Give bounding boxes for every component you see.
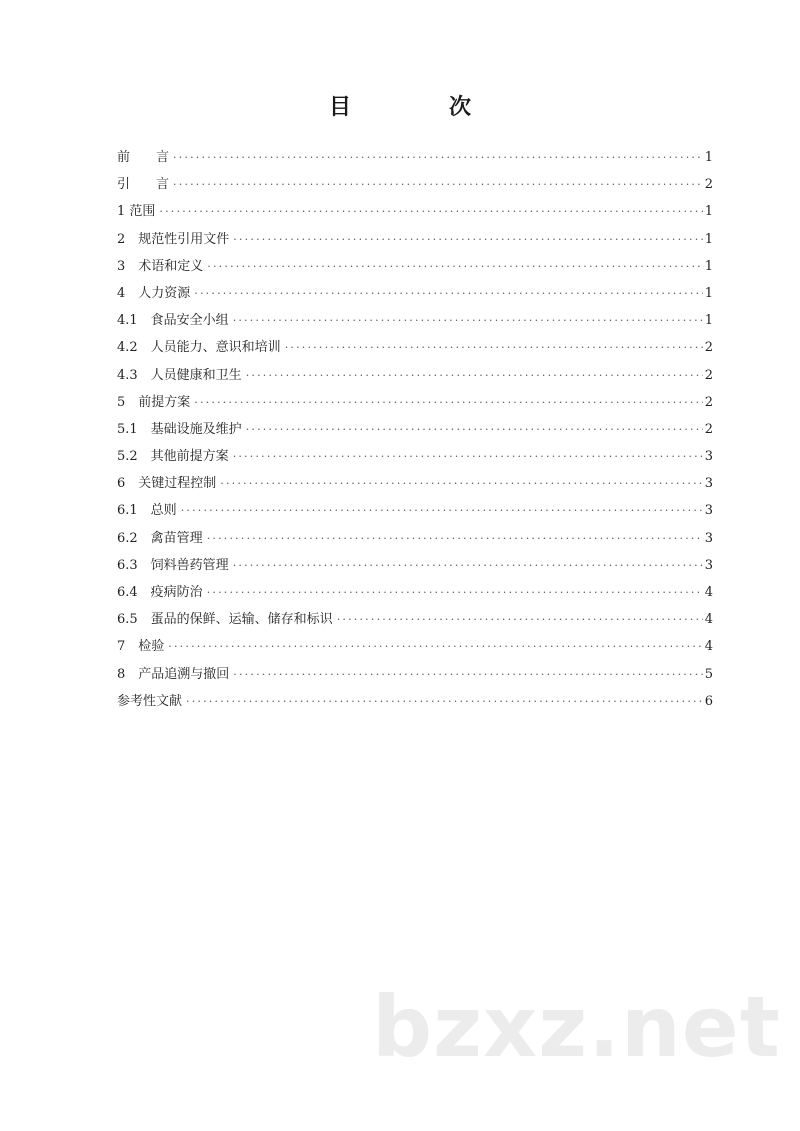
- table-of-contents: [117, 144, 713, 715]
- toc-entry[interactable]: [117, 497, 713, 524]
- toc-entry[interactable]: [117, 362, 713, 389]
- toc-entry-page-number: 1: [704, 258, 713, 274]
- toc-leader-dots: [159, 198, 702, 225]
- toc-leader-dots: [233, 226, 702, 253]
- toc-entry[interactable]: [117, 334, 713, 361]
- toc-leader-dots: [168, 633, 702, 660]
- toc-entry[interactable]: [117, 470, 713, 497]
- toc-entry-page-number: 3: [704, 557, 713, 573]
- page-title: 目 次: [328, 95, 509, 120]
- toc-leader-dots: [194, 389, 702, 416]
- toc-entry[interactable]: [117, 198, 713, 225]
- toc-entry-label: 5.1 基础设施及维护: [117, 421, 242, 437]
- toc-entry-label: 6.5 蛋品的保鲜、运输、储存和标识: [117, 612, 333, 628]
- toc-entry-label: 5.2 其他前提方案: [117, 449, 229, 465]
- toc-leader-dots: [181, 497, 703, 524]
- toc-leader-dots: [186, 688, 703, 715]
- toc-entry[interactable]: [117, 389, 713, 416]
- toc-entry-page-number: 6: [704, 693, 713, 709]
- toc-entry-page-number: 3: [704, 530, 713, 546]
- toc-entry[interactable]: [117, 416, 713, 443]
- toc-entry-label: 4.3 人员健康和卫生: [117, 367, 242, 383]
- toc-entry-label: 5 前提方案: [117, 394, 191, 410]
- toc-entry-label: 4 人力资源: [117, 285, 191, 301]
- toc-entry[interactable]: [117, 633, 713, 660]
- toc-entry[interactable]: [117, 579, 713, 606]
- toc-entry[interactable]: [117, 606, 713, 633]
- toc-entry-label: 7 检验: [117, 639, 165, 655]
- toc-leader-dots: [207, 579, 703, 606]
- toc-entry-page-number: 2: [704, 340, 713, 356]
- toc-entry[interactable]: [117, 688, 713, 715]
- toc-leader-dots: [246, 362, 703, 389]
- toc-entry-page-number: 3: [704, 476, 713, 492]
- toc-entry-page-number: 1: [704, 204, 713, 220]
- toc-entry-page-number: 1: [704, 231, 713, 247]
- toc-entry[interactable]: [117, 443, 713, 470]
- toc-leader-dots: [194, 280, 702, 307]
- toc-leader-dots: [233, 661, 702, 688]
- toc-entry-label: 6.3 饲料兽药管理: [117, 557, 229, 573]
- toc-entry-page-number: 2: [704, 367, 713, 383]
- toc-entry[interactable]: [117, 226, 713, 253]
- toc-leader-dots: [207, 253, 702, 280]
- toc-entry[interactable]: [117, 525, 713, 552]
- toc-entry-label: 4.2 人员能力、意识和培训: [117, 340, 281, 356]
- toc-entry-label: 3 术语和定义: [117, 258, 204, 274]
- toc-entry-page-number: 4: [704, 612, 713, 628]
- toc-leader-dots: [173, 171, 703, 198]
- toc-leader-dots: [337, 606, 703, 633]
- toc-entry-page-number: 2: [704, 421, 713, 437]
- toc-leader-dots: [285, 334, 703, 361]
- toc-entry[interactable]: [117, 552, 713, 579]
- toc-entry-page-number: 3: [704, 449, 713, 465]
- toc-entry[interactable]: [117, 171, 713, 198]
- toc-entry-label: 6 关键过程控制: [117, 476, 217, 492]
- toc-entry-label: 1 范围: [117, 204, 156, 220]
- toc-entry-page-number: 5: [704, 666, 713, 682]
- toc-entry-label: 6.2 禽苗管理: [117, 530, 203, 546]
- toc-entry-label: 2 规范性引用文件: [117, 231, 230, 247]
- toc-entry-page-number: 1: [704, 285, 713, 301]
- watermark-logo: bzxz.net: [372, 978, 781, 1076]
- toc-entry[interactable]: [117, 144, 713, 171]
- toc-entry-label: 8 产品追溯与撤回: [117, 666, 230, 682]
- toc-entry-label: 6.4 疫病防治: [117, 585, 203, 600]
- toc-leader-dots: [246, 416, 703, 443]
- toc-entry-label: 参考性文献: [117, 693, 183, 709]
- toc-entry[interactable]: [117, 661, 713, 688]
- toc-leader-dots: [207, 525, 703, 552]
- toc-entry-page-number: 1: [704, 150, 713, 165]
- toc-entry[interactable]: [117, 307, 713, 334]
- toc-leader-dots: [173, 144, 703, 171]
- toc-entry-page-number: 2: [704, 177, 713, 193]
- toc-leader-dots: [233, 552, 703, 579]
- toc-entry-page-number: 3: [704, 503, 713, 519]
- toc-entry-page-number: 4: [704, 639, 713, 655]
- toc-entry-label: 6.1 总则: [117, 503, 177, 519]
- toc-leader-dots: [220, 470, 702, 497]
- toc-entry-page-number: 1: [704, 313, 713, 329]
- toc-leader-dots: [233, 307, 703, 334]
- toc-entry-label: 前 言: [117, 150, 170, 165]
- toc-entry[interactable]: [117, 253, 713, 280]
- toc-entry-page-number: 4: [704, 585, 713, 600]
- toc-leader-dots: [233, 443, 703, 470]
- toc-entry-label: 4.1 食品安全小组: [117, 313, 229, 329]
- toc-entry-page-number: 2: [704, 394, 713, 410]
- toc-entry-label: 引 言: [117, 177, 170, 193]
- toc-entry[interactable]: [117, 280, 713, 307]
